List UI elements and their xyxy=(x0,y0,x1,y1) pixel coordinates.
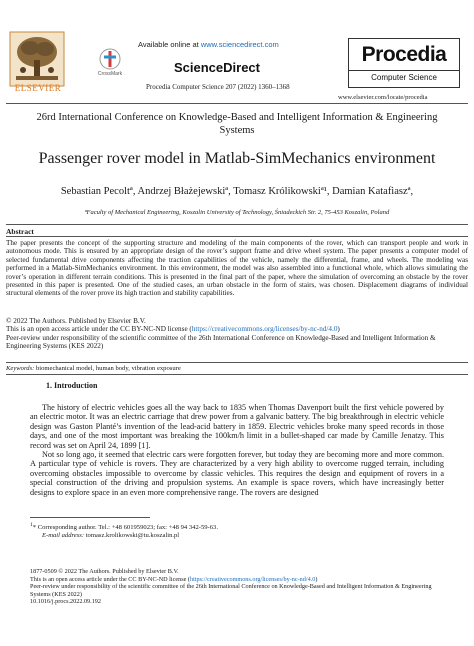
crossmark-label: CrossMark xyxy=(97,71,123,77)
bottom-license-prefix: This is an open access article under the CC BY-NC-ND license ( xyxy=(30,575,190,583)
crossmark-icon[interactable] xyxy=(99,48,121,70)
available-online-line xyxy=(138,40,279,49)
bottom-info xyxy=(30,568,450,606)
procedia-logo xyxy=(348,38,460,88)
keywords-line xyxy=(6,365,181,372)
paper-title: Passenger rover model in Matlab-SimMechanics environment xyxy=(38,150,436,167)
email-label: E-mail address: xyxy=(42,532,85,540)
abstract-text: The paper presents the concept of the supporting structure and modeling of the main components of the rover, which can transport people and work in autonomous mode. This is ensured by an appropriate design of the rover’s support frame and drive wheel system. The paper presents a computer model of selected fundamental drive components affecting the traction capabilities of the vehicle, namely the differential, frame, and wheels. The modeling was performed in a Matlab-SimMechanics environment. In this environment, the model was also assembled into a functional whole, which allows simulating the rover’s operation in different terrain conditions. This is presented in the final part of the paper, where the simulation of overcoming an obstacle by the rover presented in this paper is presented. One of the studied cases, an urban obstacle in the form of stairs, was chosen. Displacement diagrams of individual structural elements of the rover prove its high traction and stability capabilities. xyxy=(6,239,468,298)
copyright-block xyxy=(6,317,468,351)
paragraph: Not so long ago, it seemed that electric cars were forgotten forever, but today they are becoming more and more common. A particular type of vehicle is rovers. They are characterized by a very high ability to overcome rugged terrain, including overcoming obstacles impossible to overcome by classic vehicles. This requires the design and equipment of rovers in a special construction of the driving and propulsion systems. An example is space rovers, which have increasingly better designs to explore space in an even more comprehensive range. The rovers are designed xyxy=(30,450,444,497)
journal-header xyxy=(0,0,474,100)
sciencedirect-link[interactable]: www.sciencedirect.com xyxy=(200,40,279,49)
journal-homepage[interactable]: www.elsevier.com/locate/procedia xyxy=(338,94,428,101)
bottom-license-link[interactable]: https://creativecommons.org/licenses/by-nc-nd/4.0 xyxy=(189,575,316,583)
footnote-rule xyxy=(30,517,150,518)
license-line xyxy=(6,325,468,333)
doi-line[interactable]: 10.1016/j.procs.2022.09.192 xyxy=(30,598,101,606)
corresponding-author-text: * Corresponding author. Tel.: +48 601959023; fax: +48 94 342-59-63. xyxy=(32,524,218,532)
elsevier-wordmark: ELSEVIER xyxy=(14,83,62,93)
abstract-heading-rule xyxy=(6,236,468,237)
license-prefix: This is an open access article under the CC BY-NC-ND license ( xyxy=(6,325,192,334)
introduction-body xyxy=(30,403,444,497)
journal-reference: Procedia Computer Science 207 (2022) 1360–1368 xyxy=(146,83,290,91)
footnote-mark: 1 xyxy=(30,522,33,528)
author-list: Sebastian Pecoltª, Andrzej Błażejewskiª, Tomasz Królikowskiª¹, Damian Katafiaszª, xyxy=(60,186,414,197)
email-line xyxy=(30,532,218,540)
procedia-wordmark: Procedia xyxy=(361,43,447,66)
footnote xyxy=(30,521,218,540)
abstract-top-rule xyxy=(6,224,468,225)
peer-review-line: Peer-review under responsibility of the scientific committee of the 26th International Conference on Knowledge-Based and Intelligent Information & Engineering Systems (KES 2022) xyxy=(6,333,436,351)
corresponding-author xyxy=(30,521,218,532)
issn-line: 1877-0509 © 2022 The Authors. Published by Elsevier B.V. xyxy=(30,568,179,575)
email-address[interactable]: tomasz.krolikowski@tu.koszalin.pl xyxy=(84,532,180,540)
keywords-text: biomechanical model, human body, vibration exposure xyxy=(34,365,181,372)
affiliation: ªFaculty of Mechanical Engineering, Koszalin University of Technology, Śniadeckich Str. 2, 75-453 Koszalin, Poland xyxy=(84,209,390,216)
copyright-line: © 2022 The Authors. Published by Elsevier B.V. xyxy=(6,317,146,325)
conference-name: 26rd International Conference on Knowledge-Based and Intelligent Information & Engineering Systems xyxy=(36,112,438,136)
elsevier-tree-logo xyxy=(8,30,66,88)
available-prefix: Available online at xyxy=(138,40,201,49)
license-link[interactable]: https://creativecommons.org/licenses/by-nc-nd/4.0 xyxy=(191,325,338,334)
procedia-divider xyxy=(349,70,459,71)
abstract-heading: Abstract xyxy=(6,227,34,236)
keywords-bottom-rule xyxy=(6,374,468,375)
bottom-license-line xyxy=(30,576,450,584)
sciencedirect-wordmark: ScienceDirect xyxy=(174,60,260,75)
bottom-peer-review: Peer-review under responsibility of the scientific committee of the 26th International Conference on Knowledge-Based and Intelligent Information & Engineering Systems (KES 2022) xyxy=(30,583,432,598)
keywords-rule xyxy=(6,362,468,363)
procedia-subtitle: Computer Science xyxy=(371,73,437,82)
header-rule xyxy=(6,103,468,104)
paragraph: The history of electric vehicles goes all the way back to 1835 when Thomas Davenport built the first vehicle powered by an electric motor. It was an electric carriage that drew power from a galvanic battery. The big breakthrough in electric vehicle design was Gaston Planté’s invention of the lead-acid battery in 1859. Electric vehicles broke many speed records in those days, and one of the most important was breaking the 100km/h limit in a bullet-shaped car made by Camille Jenatzy. This record was set on April 24, 1899 [1]. xyxy=(30,403,444,450)
bottom-license-suffix: ) xyxy=(315,575,318,583)
license-suffix: ) xyxy=(337,325,340,334)
keywords-label: Keywords: xyxy=(6,365,35,372)
section-heading: 1. Introduction xyxy=(46,381,98,390)
